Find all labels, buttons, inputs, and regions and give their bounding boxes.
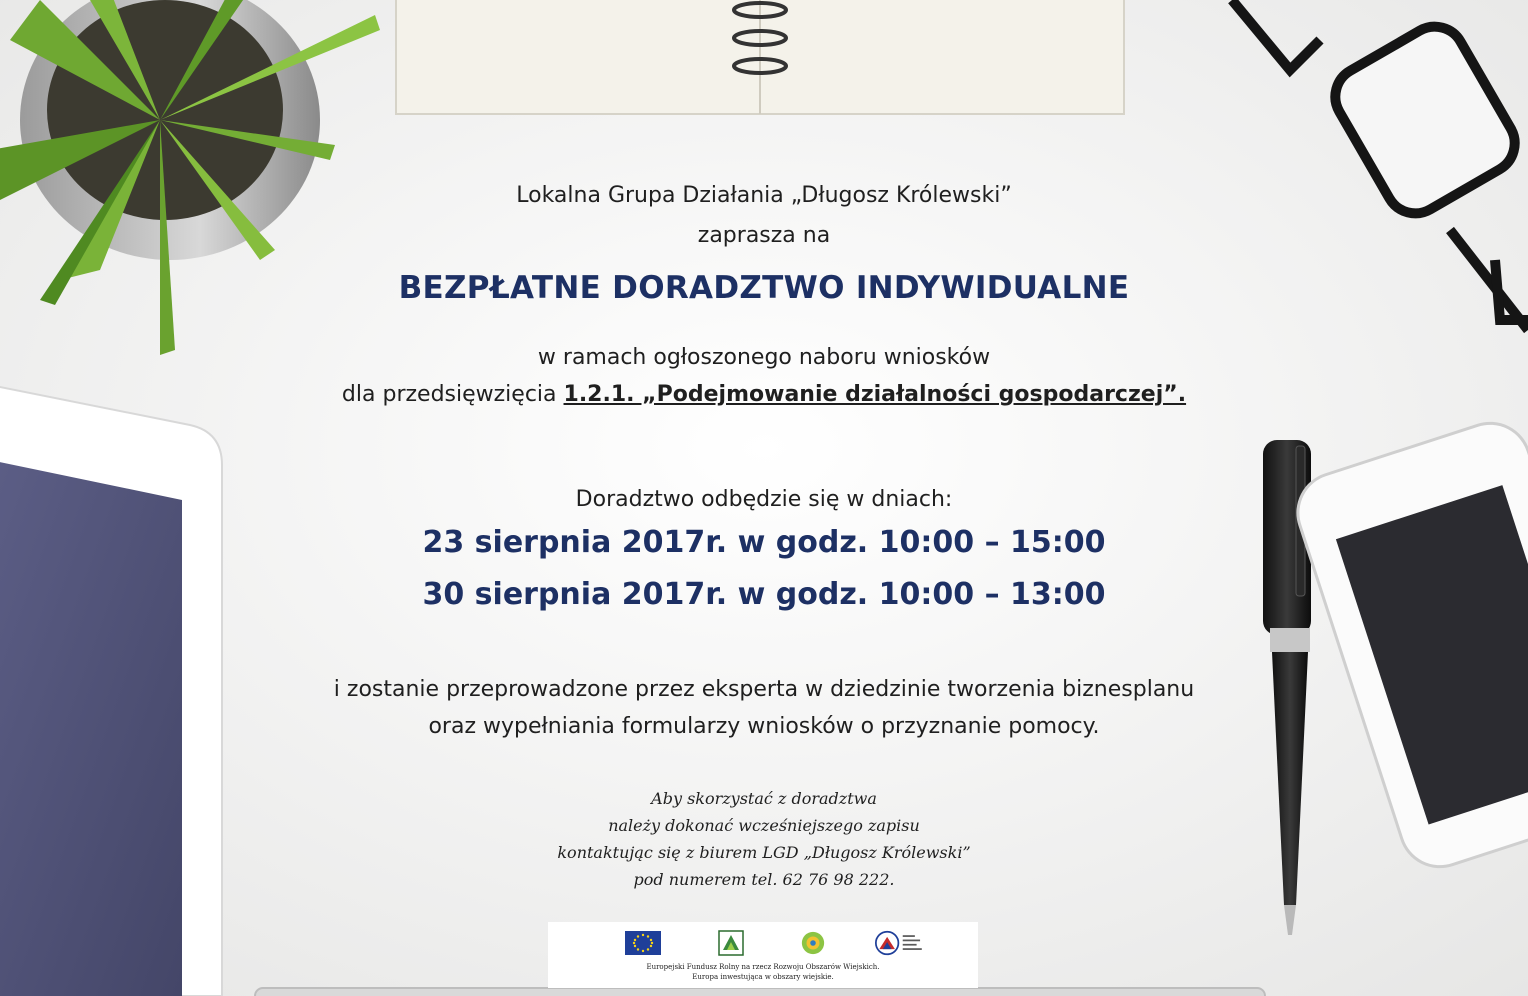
invites-text: zaprasza na [697, 223, 831, 248]
description-line-1: i zostanie przeprowadzone przez eksperta w dziedzinie tworzenia biznesplanu [333, 677, 1195, 702]
footer-fund-name: Europejski Fundusz Rolny na rzecz Rozwoju Obszarów Wiejskich. [646, 963, 880, 971]
lgd-logo-icon [798, 930, 828, 956]
registration-line-1: Aby skorzystać z doradztwa [651, 789, 877, 808]
context-prefix: dla przedsięwzięcia [341, 382, 564, 407]
registration-line-3: kontaktując się z biurem LGD „Długosz Królewski” [557, 843, 971, 862]
context-line-2 [0, 382, 1528, 407]
registration-line-2: należy dokonać wcześniejszego zapisu [608, 816, 920, 835]
page-title: BEZPŁATNE DORADZTWO INDYWIDUALNE [398, 270, 1130, 306]
prow-logo-icon [871, 930, 931, 956]
schedule-date-1: 23 sierpnia 2017r. w godz. 10:00 – 15:00 [422, 525, 1106, 560]
leader-logo-icon [718, 930, 744, 956]
context-line-1: w ramach ogłoszonego naboru wniosków [537, 345, 991, 370]
organizer-text: Lokalna Grupa Działania „Długosz Królewski” [516, 183, 1012, 208]
footer-logos [548, 922, 978, 988]
action-code: 1.2.1. „Podejmowanie działalności gospodarczej”. [563, 382, 1187, 407]
schedule-intro: Doradztwo odbędzie się w dniach: [575, 487, 953, 512]
footer-slogan: Europa inwestująca w obszary wiejskie. [692, 973, 834, 981]
eu-flag-icon [625, 930, 661, 956]
description-line-2: oraz wypełniania formularzy wniosków o przyznanie pomocy. [428, 714, 1100, 739]
registration-line-4: pod numerem tel. 62 76 98 222. [633, 870, 895, 889]
schedule-date-2: 30 sierpnia 2017r. w godz. 10:00 – 13:00 [422, 577, 1106, 612]
